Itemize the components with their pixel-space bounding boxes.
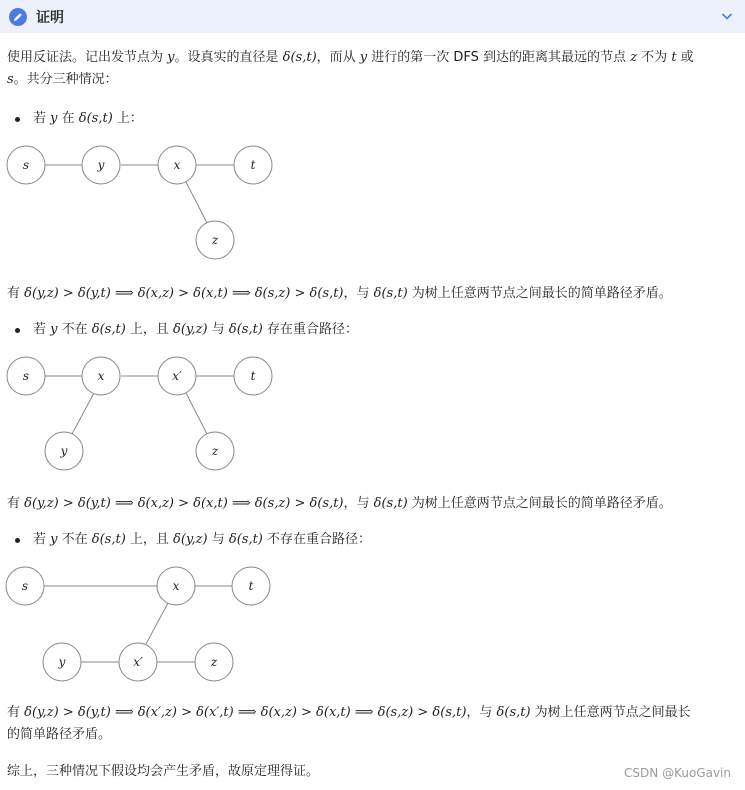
svg-text:y: y xyxy=(97,158,105,172)
case2-tree-diagram xyxy=(0,351,745,476)
proof-header[interactable] xyxy=(0,0,745,33)
node-x xyxy=(82,357,120,395)
svg-text:x: x xyxy=(173,158,181,172)
node-t xyxy=(234,357,272,395)
node-z xyxy=(196,432,234,470)
node-z xyxy=(196,221,234,259)
node-x-prime xyxy=(158,357,196,395)
node-x xyxy=(157,567,195,605)
svg-text:z: z xyxy=(211,444,219,458)
node-s xyxy=(7,357,45,395)
svg-text:z: z xyxy=(210,655,218,669)
svg-text:s: s xyxy=(22,158,30,172)
case3-conclusion-line-2: 的简单路径矛盾。 xyxy=(7,727,112,742)
svg-text:y: y xyxy=(58,655,66,669)
case2-bullet: 若 y 不在 δ(s,t) 上，且 δ(y,z) 与 δ(s,t) 存在重合路径： xyxy=(16,320,358,340)
svg-text:t: t xyxy=(248,579,254,593)
node-s xyxy=(7,146,45,184)
node-y xyxy=(82,146,120,184)
node-y xyxy=(45,432,83,470)
node-x xyxy=(158,146,196,184)
pencil-icon xyxy=(9,8,27,26)
svg-text:t: t xyxy=(250,369,256,383)
proof-title: 证明 xyxy=(36,9,64,26)
case3-tree-diagram xyxy=(0,561,745,686)
intro-line-2: s。共分三种情况： xyxy=(7,72,118,87)
case3-conclusion-line-1: 有 δ(y,z) > δ(y,t) ⟹ δ(x′,z) > δ(x′,t) ⟹ δ(x,z) > δ(x,t) ⟹ δ(s,z) > δ(s,t)，与 δ(s,t) 为树上任意两节点之间最长 xyxy=(7,705,691,720)
node-y xyxy=(43,643,81,681)
intro-line-1: 使用反证法。记出发节点为 y。设真实的直径是 δ(s,t)，而从 y 进行的第一次 DFS 到达的距离其最远的节点 z 不为 t 或 xyxy=(7,50,694,65)
node-t xyxy=(234,146,272,184)
watermark: CSDN @KuoGavin xyxy=(624,766,731,780)
svg-text:y: y xyxy=(60,444,68,458)
case1-tree-diagram xyxy=(0,140,745,265)
svg-text:s: s xyxy=(21,579,29,593)
svg-text:t: t xyxy=(250,158,256,172)
case3-bullet: 若 y 不在 δ(s,t) 上，且 δ(y,z) 与 δ(s,t) 不存在重合路径： xyxy=(16,530,371,550)
chevron-down-icon[interactable] xyxy=(719,8,735,24)
node-x-prime xyxy=(119,643,157,681)
svg-text:x′: x′ xyxy=(133,655,143,669)
svg-text:s: s xyxy=(22,369,30,383)
case2-conclusion: 有 δ(y,z) > δ(y,t) ⟹ δ(x,z) > δ(x,t) ⟹ δ(s,z) > δ(s,t)，与 δ(s,t) 为树上任意两节点之间最长的简单路径矛盾。 xyxy=(7,496,672,511)
case1-conclusion: 有 δ(y,z) > δ(y,t) ⟹ δ(x,z) > δ(x,t) ⟹ δ(s,z) > δ(s,t)，与 δ(s,t) 为树上任意两节点之间最长的简单路径矛盾。 xyxy=(7,286,672,301)
svg-text:z: z xyxy=(211,233,219,247)
node-z xyxy=(195,643,233,681)
node-t xyxy=(232,567,270,605)
case1-bullet: 若 y 在 δ(s,t) 上： xyxy=(16,109,143,129)
summary-text: 综上，三种情况下假设均会产生矛盾，故原定理得证。 xyxy=(7,764,320,779)
svg-text:x′: x′ xyxy=(172,369,182,383)
svg-text:x: x xyxy=(172,579,180,593)
node-s xyxy=(6,567,44,605)
svg-text:x: x xyxy=(97,369,105,383)
